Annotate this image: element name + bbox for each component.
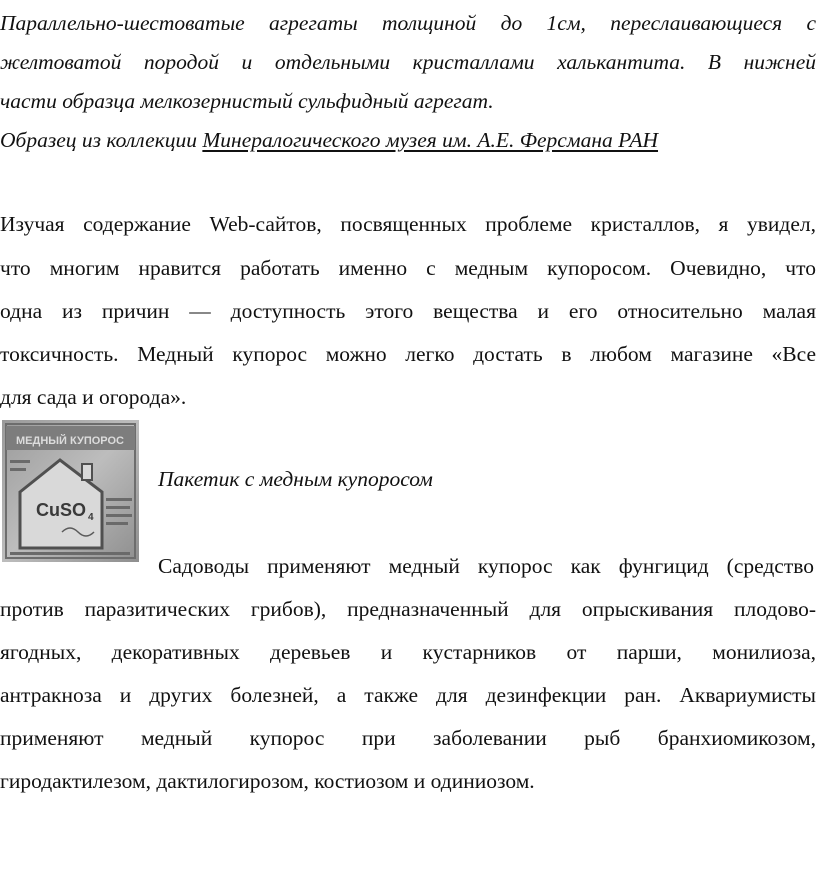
package-title: МЕДНЫЙ КУПОРОС bbox=[16, 435, 124, 447]
package-formula: CuSO bbox=[36, 500, 87, 520]
source-prefix: Образец из коллекции bbox=[0, 128, 203, 152]
p2-line-4: антракноза и других болезней, а также для дезинфекции ран. Аквариумисты bbox=[0, 683, 816, 707]
p2-line-1: Садоводы применяют медный купорос как фунгицид (средство bbox=[158, 554, 814, 578]
p2-line-2: против паразитических грибов), предназначенный для опрыскивания плодово- bbox=[0, 597, 816, 621]
p2-line-6: гиродактилезом, дактилогирозом, костиозом и одиниозом. bbox=[0, 769, 535, 793]
p1-line-1: Изучая содержание Web-сайтов, посвященных проблеме кристаллов, я увидел, bbox=[0, 212, 816, 236]
figure-caption: Пакетик с медным купоросом bbox=[158, 467, 433, 491]
intro-line-3: части образца мелкозернистый сульфидный агрегат. bbox=[0, 89, 494, 113]
intro-line-1: Параллельно-шестоватые агрегаты толщиной до 1см, переслаивающиеся с bbox=[0, 11, 816, 35]
intro-line-2: желтоватой породой и отдельными кристаллами халькантита. В нижней bbox=[0, 50, 816, 74]
p1-line-3: одна из причин — доступность этого вещества и его относительно малая bbox=[0, 299, 816, 323]
intro-source-line bbox=[0, 125, 816, 155]
p2-line-3: ягодных, декоративных деревьев и кустарников от парши, монилиоза, bbox=[0, 640, 816, 664]
p1-line-4: токсичность. Медный купорос можно легко достать в любом магазине «Все bbox=[0, 342, 816, 366]
p1-line-2: что многим нравится работать именно с медным купоросом. Очевидно, что bbox=[0, 256, 816, 280]
package-formula-sub: 4 bbox=[88, 512, 94, 523]
museum-link[interactable]: Минералогического музея им. А.Е. Ферсмана РАН bbox=[202, 128, 659, 152]
copper-sulfate-package-image bbox=[2, 420, 139, 562]
p2-line-5: применяют медный купорос при заболевании рыб бранхиомикозом, bbox=[0, 726, 816, 750]
p1-line-5: для сада и огорода». bbox=[0, 385, 187, 409]
